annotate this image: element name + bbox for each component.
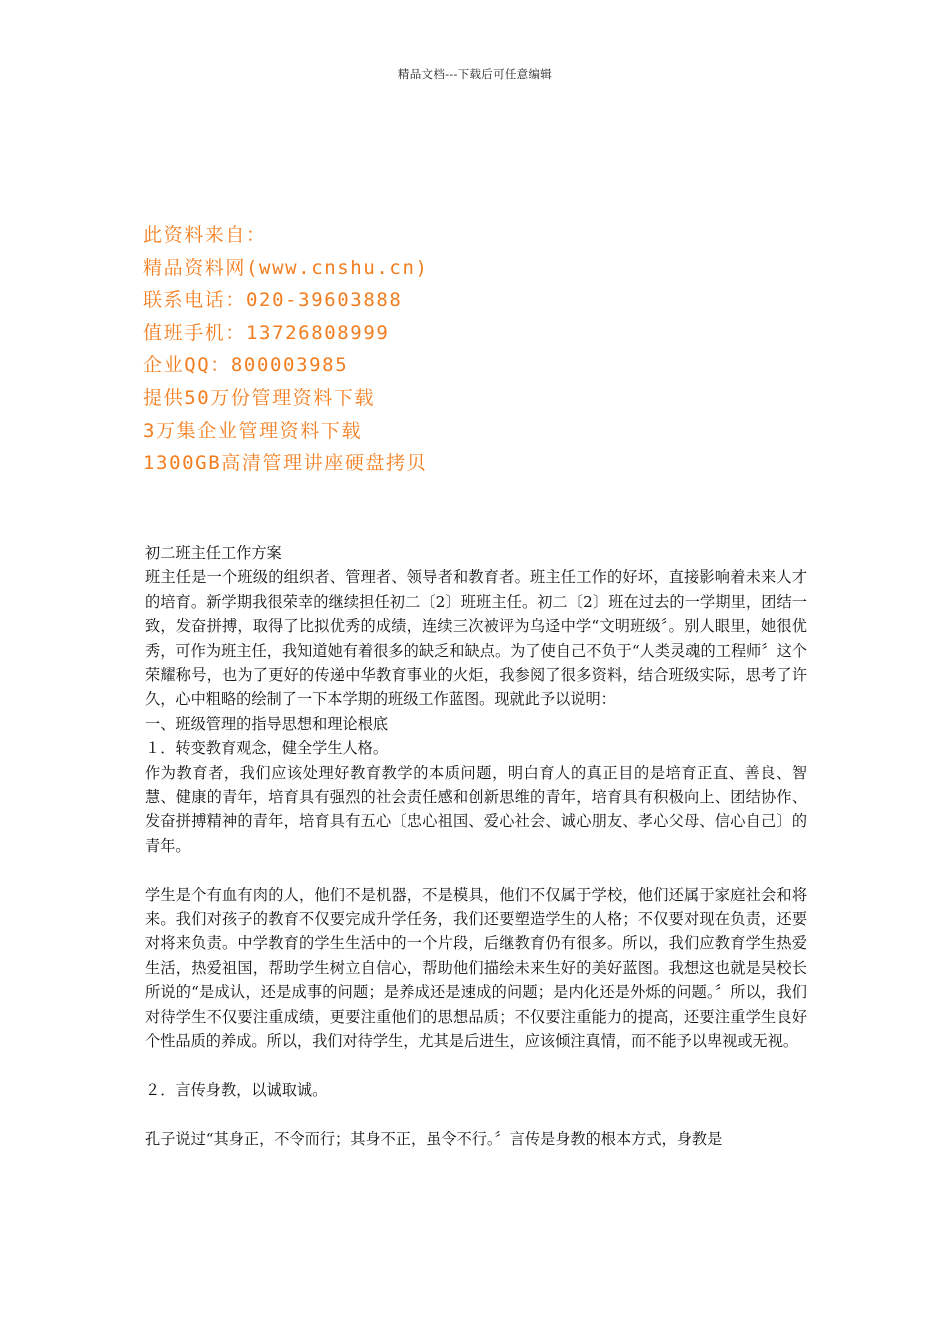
promo-line-phone: 联系电话：020-39603888 — [143, 289, 403, 312]
promo-block — [143, 219, 803, 480]
intro-paragraph: 班主任是一个班级的组织者、管理者、领导者和教育者。班主任工作的好坏，直接影响着未来人才的培育。新学期我很荣幸的继续担任初二〔2〕班班主任。初二〔2〕班在过去的一学期里，团结一致，发奋拼搏，取得了比拟优秀的成绩，连续三次被评为乌迳中学“文明班级〞。别人眼里，她很优秀，可作为班主任，我知道她有着很多的缺乏和缺点。为了使自己不负于“人类灵魂的工程师〞这个荣耀称号，也为了更好的传递中华教育事业的火炬，我参阅了很多资料，结合班级实际，思考了许久，心中粗略的绘制了一下本学期的班级工作蓝图。现就此予以说明： — [145, 568, 807, 709]
body-paragraph: 作为教育者，我们应该处理好教育教学的本质问题，明白育人的真正目的是培育正直、善良、智慧、健康的青年，培育具有强烈的社会责任感和创新思维的青年，培育具有积极向上、团结协作、发奋拼搏精神的青年，培育具有五心〔忠心祖国、爱心社会、诚心朋友、孝心父母、信心自己〕的青年。 — [145, 763, 807, 855]
body-paragraph: 学生是个有血有肉的人，他们不是机器，不是模具，他们不仅属于学校，他们还属于家庭社会和将来。我们对孩子的教育不仅要完成升学任务，我们还要塑造学生的人格；不仅要对现在负责，还要对将来负责。中学教育的学生生活中的一个片段，后继教育仍有很多。所以，我们应教育学生热爱生活，热爱祖国，帮助学生树立自信心，帮助他们描绘未来生好的美好蓝图。我想这也就是吴校长所说的“是成认，还是成事的问题；是养成还是速成的问题；是内化还是外烁的问题。〞所以，我们对待学生不仅要注重成绩，更要注重他们的思想品质；不仅要注重能力的提高，还要注重学生良好个性品质的养成。所以，我们对待学生，尤其是后进生，应该倾注真情，而不能予以卑视或无视。 — [145, 885, 807, 1051]
promo-line-offer-2: 3万集企业管理资料下载 — [143, 419, 363, 442]
item-heading: １．转变教育观念，健全学生人格。 — [145, 739, 388, 758]
paragraph-gap — [145, 1102, 807, 1126]
promo-line-website: 精品资料网(www.cnshu.cn) — [143, 256, 429, 279]
paragraph-gap — [145, 858, 807, 882]
paragraph-gap — [145, 1054, 807, 1078]
promo-line-mobile: 值班手机：13726808999 — [143, 321, 390, 344]
document-body — [145, 541, 807, 1151]
promo-line-offer-1: 提供50万份管理资料下载 — [143, 386, 376, 409]
promo-line-offer-3: 1300GB高清管理讲座硬盘拷贝 — [143, 452, 428, 475]
promo-line-source: 此资料来自： — [143, 224, 267, 246]
section-heading: 一、班级管理的指导思想和理论根底 — [145, 714, 388, 733]
item-heading: ２．言传身教，以诚取诚。 — [145, 1080, 328, 1099]
document-title: 初二班主任工作方案 — [145, 544, 282, 562]
promo-line-qq: 企业QQ：800003985 — [143, 354, 349, 377]
page-header: 精品文档---下载后可任意编辑 — [397, 67, 553, 81]
body-paragraph: 孔子说过“其身正，不令而行；其身不正，虽令不行。〞言传是身教的根本方式，身教是 — [145, 1129, 723, 1148]
